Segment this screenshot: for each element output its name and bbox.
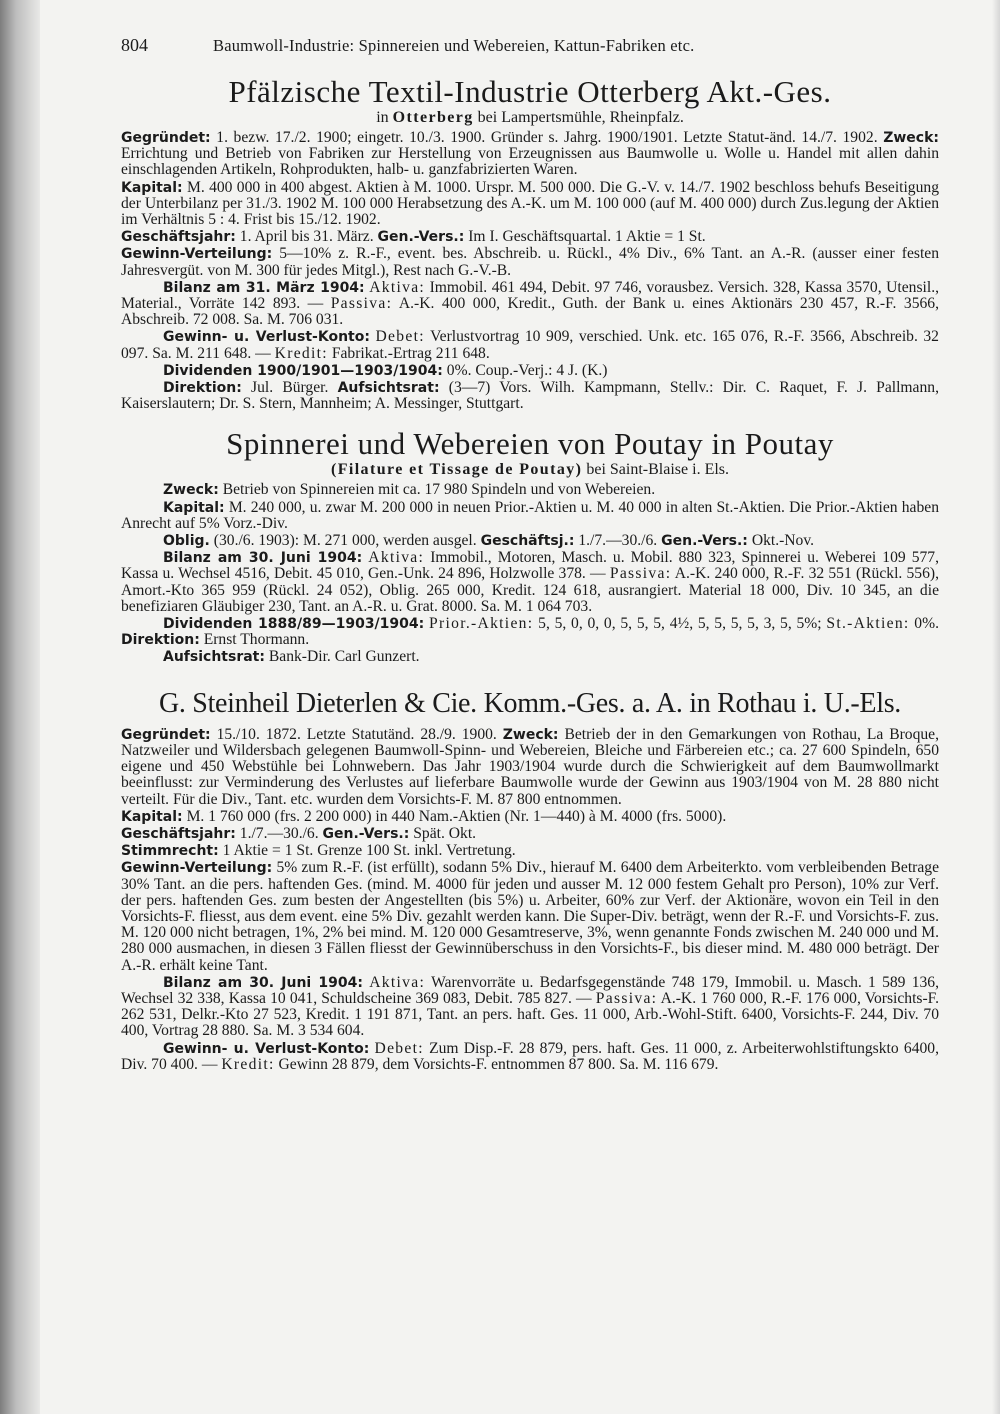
profit-distribution-paragraph xyxy=(121,860,939,973)
balance-paragraph xyxy=(121,975,939,1040)
text-run: Gewinn- u. Verlust-Konto: xyxy=(163,329,370,346)
text-run: (30./6. 1903): M. 271 000, werden ausgel. xyxy=(213,532,477,550)
text-run: 5—10% z. R.-F., event. bes. Abschreib. u. Rückl., 4% Div., 6% Tant. an A.-R. (ausser einer festen Jahresvergüt. von M. 300 für jedes Mitgl.), Rest nach G.-V.-B. xyxy=(121,245,939,279)
text-run: Ernst Thormann. xyxy=(203,631,310,649)
directors-paragraph xyxy=(121,380,939,412)
text-run: Direktion: xyxy=(163,380,242,397)
text-run: Bilanz am 31. März 1904: xyxy=(163,279,365,296)
text-run: Oblig. xyxy=(163,533,210,550)
text-run: M. 240 000, u. zwar M. 200 000 in neuen Prior.-Aktien u. M. 40 000 in alten St.-Aktien. Die Prior.-Aktien haben Anrecht auf 5% Vorz.-Div. xyxy=(121,498,939,532)
company-entry-otterberg xyxy=(121,76,939,412)
dividends-paragraph xyxy=(121,616,939,648)
text-run: Okt.-Nov. xyxy=(751,532,815,550)
text-run: Bilanz am 30. Juni 1904: xyxy=(163,974,363,991)
text-run: (3—7) Vors. Wilh. Kampmann, Stellv.: Dir. C. Raquet, F. J. Pallmann, Kaiserslautern; Dr. S. Stern, Mannheim; A. Messinger, Stuttgart. xyxy=(121,379,939,413)
text-run: Otterberg xyxy=(392,109,474,126)
text-run: bei Lampertsmühle, Rheinpfalz. xyxy=(477,109,684,126)
text-run: Gen.-Vers.: xyxy=(322,825,410,842)
text-run: A.-K. 240 000, R.-F. 32 551 (Rückl. 556), Amort.-Kto 365 959 (Rückl. 24 052), Oblig. 265 000, Kredit. 124 618, ausrangiert. Material 18 000, Div. 10 345, an die benefiziaren Gläubiger 230, Tant. an A.-R. u. Grat. 8000. Sa. M. 1 064 703. xyxy=(121,565,939,615)
text-run: Gen.-Vers.: xyxy=(661,533,748,550)
text-run: Kredit: xyxy=(221,1055,275,1073)
text-run: Warenvorräte u. Bedarfsgegenstände 748 179, Immobil. u. Masch. 1 589 136, Wechsel 32 338, Kassa 10 041, Schuldscheine 369 083, Debit. 785 827. — xyxy=(121,973,939,1007)
text-run: Dividenden 1888/89—1903/1904: xyxy=(163,616,425,633)
text-run: Gewinn 28 879, dem Vorsichts-F. entnommen 87 800. Sa. M. 116 679. xyxy=(278,1055,719,1073)
text-run: 1./7.—30./6. xyxy=(578,532,658,550)
text-run: Geschäftsjahr: xyxy=(121,825,236,842)
company-location xyxy=(121,109,939,127)
page-number: 804 xyxy=(121,35,148,55)
text-run: 1. April bis 31. März. xyxy=(239,228,374,246)
purpose-paragraph xyxy=(121,482,939,498)
text-run: Geschäftsj.: xyxy=(480,533,575,550)
text-run: Im I. Geschäftsquartal. 1 Aktie = 1 St. xyxy=(468,228,706,246)
text-run: M. 1 760 000 (frs. 2 200 000) in 440 Nam.-Aktien (Nr. 1—440) à M. 4000 (frs. 5000). xyxy=(186,807,727,825)
text-run: Zweck: xyxy=(163,482,219,499)
text-run: 5% zum R.-F. (ist erfüllt), sodann 5% Div., hierauf M. 6400 dem Arbeiterkto. vom verbleibenden Betrage 30% Tant. an die pers. haftenden Ges. (mind. M. 4000 für jeden und ausser M. 12 000 festem Gehalt pro Person), 10% zur Verf. der pers. haftenden Ges. zum besten der Angestellten (bis 5%) u. Arbeiter, 60% zur Verf. der Aktionäre, wovon ein Teil in den Vorsichts-F. fliesst, aus dem event. eine 5% Div. gezahlt werden kann. Die Super-Div. beträgt, wenn der R.-F. und Vorsichts-F. zus. M. 120 000 nicht betragen, 1%, 2% bei mind. M. 120 000 Gesamtreserve, 3%, wenn genannte Fonds zwischen M. 240 000 und M. 280 000 ausmachen, in diesen 3 Fällen fliesst der Gewinnüberschuss in den Vorsichts-F., bis dieser mind. M. 480 000 beträgt. Der A.-R. erhält keine Tant. xyxy=(121,859,939,974)
text-run: Gewinn-Verteilung: xyxy=(121,246,273,263)
text-run: 5, 5, 0, 0, 0, 5, 5, 5, 4½, 5, 5, 5, 5, 3, 5, 5%; xyxy=(538,615,822,633)
text-run: Aktiva: xyxy=(369,973,426,991)
text-run: Verlustvortrag 10 909, verschied. Unk. etc. 165 076, R.-F. 3566, Abschreib. 32 097. Sa. M. 211 648. — xyxy=(121,328,939,362)
company-entry-steinheil xyxy=(121,688,939,1073)
company-title: Spinnerei und Webereien von Poutay in Poutay xyxy=(226,426,834,462)
text-run: (Filature et Tissage de Poutay) xyxy=(330,461,583,479)
text-run: A.-K. 400 000, Kredit., Guth. der Bank u. eines Aktionärs 230 457, R.-F. 3566, Abschreib. 72 008. Sa. M. 706 031. xyxy=(121,295,939,329)
text-run: Aufsichtsrat: xyxy=(163,649,265,666)
text-run: Betrieb der in den Gemarkungen von Rothau, La Broque, Natzweiler und Wildersbach gelegenen Baumwoll-Spinn- und Webereien, Bleiche und Färbereien etc.; ca. 27 600 Spindeln, 650 eigene und 450 Webstühle bei Lohnwebern. Das Jahr 1903/1904 wurde durch die Schwierigkeit auf dem Baumwollmarkt beeinflusst: zur Verminderung des Verlustes auf lieferbare Baumwolle wurde der Gewinn aus 1903/1904 von M. 28 880 nicht verteilt. Für die Div., Tant. etc. wurden dem Vorsichts-F. M. 87 800 entnommen. xyxy=(121,725,939,808)
text-run: Gewinn- u. Verlust-Konto: xyxy=(163,1040,370,1057)
text-run: 0%. Coup.-Verj.: 4 J. (K.) xyxy=(446,361,608,379)
text-run: 15./10. 1872. Letzte Statutänd. 28./9. 1900. xyxy=(216,725,497,743)
text-run: in xyxy=(376,109,389,126)
balance-paragraph xyxy=(121,550,939,615)
business-year-paragraph xyxy=(121,229,939,245)
text-run: Passiva: xyxy=(609,565,672,583)
text-run: Zum Disp.-F. 28 879, pers. haft. Ges. 11 000, z. Arbeiterwohlstiftungskto 6400, Div. 70 400. — xyxy=(121,1039,939,1073)
balance-paragraph xyxy=(121,280,939,329)
text-run: 1 Aktie = 1 St. Grenze 100 St. inkl. Vertretung. xyxy=(222,842,516,860)
text-run: Gen.-Vers.: xyxy=(377,229,465,246)
text-run: Passiva: xyxy=(595,989,658,1007)
company-entry-poutay xyxy=(121,428,939,665)
text-run: Fabrikat.-Ertrag 211 648. xyxy=(331,344,490,362)
founded-paragraph xyxy=(121,727,939,808)
company-title: Pfälzische Textil-Industrie Otterberg Akt.-Ges. xyxy=(228,74,832,109)
text-run: 1./7.—30./6. xyxy=(239,824,319,842)
text-run: Dividenden 1900/1901—1903/1904: xyxy=(163,362,443,379)
text-run: Kredit: xyxy=(274,344,328,362)
text-run: Jul. Bürger. xyxy=(251,379,329,397)
page-content xyxy=(121,30,939,1074)
company-title: G. Steinheil Dieterlen & Cie. Komm.-Ges. a. A. in Rothau i. U.-Els. xyxy=(158,687,901,719)
text-run: Zweck: xyxy=(883,130,940,146)
text-run: Zweck: xyxy=(502,726,559,743)
text-run: Kapital: xyxy=(121,179,183,196)
text-run: Aktiva: xyxy=(369,278,426,296)
text-run: Immobil. 461 494, Debit. 97 746, vorausbez. Versich. 328, Kassa 3570, Utensil., Material., Vorräte 142 893. — xyxy=(121,278,939,313)
text-run: Aktiva: xyxy=(368,549,425,567)
text-run: M. 400 000 in 400 abgest. Aktien à M. 1000. Urspr. M. 500 000. Die G.-V. v. 14./7. 1902 beschloss behufs Beseitigung der Unterbilanz per 31./3. 1902 M. 100 000 Herabsetzung des A.-K. um M. 100 000 (auf M. 400 000) durch Zus.legung der Aktien im Verhältnis 5 : 4. Frist bis 15./12. 1902. xyxy=(121,178,939,229)
text-run: Gewinn-Verteilung: xyxy=(121,860,273,877)
text-run: Bilanz am 30. Juni 1904: xyxy=(163,550,363,567)
voting-right-paragraph xyxy=(121,843,939,859)
text-run: Stimmrecht: xyxy=(121,843,219,860)
text-run: Gegründet: xyxy=(121,130,211,146)
capital-paragraph xyxy=(121,180,939,229)
page-edge xyxy=(992,0,1000,1414)
text-run: St.-Aktien: xyxy=(826,615,910,633)
text-run: Geschäftsjahr: xyxy=(121,229,236,246)
text-run: Bank-Dir. Carl Gunzert. xyxy=(268,648,420,666)
text-run: Errichtung und Betrieb von Fabriken zur Herstellung von Erzeugnissen aus Baumwolle u. Wolle u. Handel mit allen dahin einschlagenden Artikeln, Rohprodukten, halb- u. ganzfabrizierten Waren. xyxy=(121,145,939,179)
supervisory-board-paragraph xyxy=(121,649,939,665)
text-run: 0%. xyxy=(914,615,939,633)
text-run: Gegründet: xyxy=(121,726,211,743)
capital-paragraph xyxy=(121,809,939,825)
text-run: bei Saint-Blaise i. Els. xyxy=(586,461,730,479)
profit-loss-paragraph xyxy=(121,1041,939,1073)
text-run: Debet: xyxy=(374,1039,424,1057)
text-run: Kapital: xyxy=(121,808,183,825)
text-run: Prior.-Aktien: xyxy=(429,615,534,633)
profit-loss-paragraph xyxy=(121,329,939,361)
text-run: Immobil., Motoren, Masch. u. Mobil. 880 323, Spinnerei u. Weberei 109 577, Kassa u. Wechsel 4516, Debit. 45 010, Gen.-Unk. 24 896, Holzwolle 378. — xyxy=(121,549,940,583)
text-run: Direktion: xyxy=(121,632,200,649)
binding-shadow xyxy=(0,0,40,1414)
text-run: 1. bezw. 17./2. 1900; eingetr. 10./3. 1900. Gründer s. Jahrg. 1900/1901. Letzte Statut-änd. 14./7. 1902. xyxy=(216,129,878,146)
bonds-paragraph xyxy=(121,533,939,549)
capital-paragraph xyxy=(121,500,939,532)
text-run: Debet: xyxy=(375,328,425,346)
text-run: Spät. Okt. xyxy=(413,824,477,842)
text-run: Aufsichtsrat: xyxy=(337,380,440,397)
business-year-paragraph xyxy=(121,826,939,842)
text-run: A.-K. 1 760 000, R.-F. 176 000, Vorsichts-F. 262 531, Delkr.-Kto 27 523, Kredit. 1 191 871, Tant. an pers. haft. Ges. 11 000, Arb.-Wohl-Stift. 6400, Vorsichts-F. 244, Div. 70 400, Vortrag 28 880. Sa. M. 3 534 604. xyxy=(121,989,939,1040)
dividends-paragraph xyxy=(121,363,939,379)
running-head: Baumwoll-Industrie: Spinnereien und Webereien, Kattun-Fabriken etc. xyxy=(213,36,695,55)
profit-distribution-paragraph xyxy=(121,246,939,278)
text-run: Betrieb von Spinnereien mit ca. 17 980 Spindeln und von Webereien. xyxy=(222,481,656,499)
founded-paragraph xyxy=(121,130,939,179)
text-run: Kapital: xyxy=(163,499,225,516)
text-run: Passiva: xyxy=(330,295,393,313)
page-header xyxy=(121,30,939,62)
company-location xyxy=(121,461,939,479)
